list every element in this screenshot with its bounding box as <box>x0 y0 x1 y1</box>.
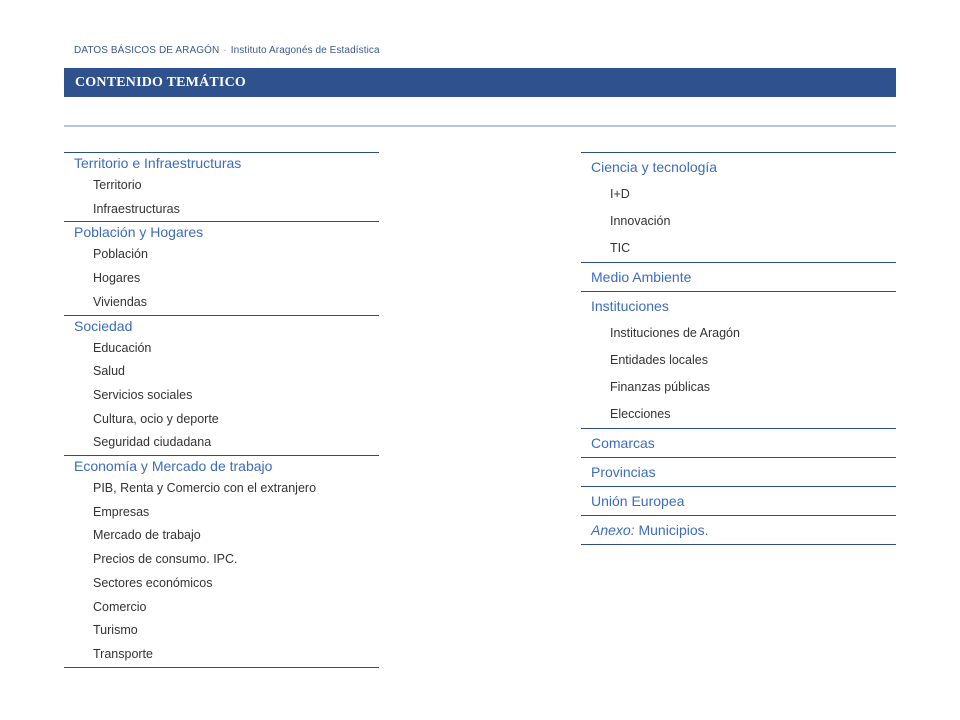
topic-link-finanzas-publicas[interactable]: Finanzas públicas <box>610 380 711 394</box>
topic-link-tic[interactable]: TIC <box>610 241 631 255</box>
institute-name: Instituto Aragonés de Estadística <box>230 45 380 56</box>
page-title: CONTENIDO TEMÁTICO <box>75 75 246 90</box>
topic-link-hogares[interactable]: Hogares <box>93 271 141 286</box>
section-link-sociedad[interactable]: Sociedad <box>74 317 133 334</box>
section-link-ciencia-tecnologia[interactable]: Ciencia y tecnología <box>591 159 718 175</box>
topic-link-i-mas-d[interactable]: I+D <box>610 187 630 201</box>
publication-title: DATOS BÁSICOS DE ARAGÓN <box>74 45 220 56</box>
topic-link-comercio[interactable]: Comercio <box>93 599 147 614</box>
topic-link-educacion[interactable]: Educación <box>93 340 152 355</box>
section-link-union-europea[interactable]: Unión Europea <box>591 493 685 509</box>
toc-section-territorio <box>64 152 379 221</box>
section-link-economia-mercado-trabajo[interactable]: Economía y Mercado de trabajo <box>74 458 273 475</box>
section-banner <box>64 68 896 97</box>
toc-section-anexo <box>581 515 896 545</box>
topic-link-salud[interactable]: Salud <box>93 364 125 379</box>
toc-left-column <box>64 152 379 668</box>
annex-text: Municipios. <box>638 522 709 538</box>
topic-link-entidades-locales[interactable]: Entidades locales <box>610 353 708 367</box>
topic-link-turismo[interactable]: Turismo <box>93 623 138 638</box>
topic-link-pib-renta-comercio[interactable]: PIB, Renta y Comercio con el extranjero <box>93 481 317 496</box>
topic-link-instituciones-aragon[interactable]: Instituciones de Aragón <box>610 326 740 340</box>
topic-link-transporte[interactable]: Transporte <box>93 646 153 661</box>
section-link-medio-ambiente[interactable]: Medio Ambiente <box>591 269 692 285</box>
topic-link-elecciones[interactable]: Elecciones <box>610 407 671 421</box>
section-link-poblacion-hogares[interactable]: Población y Hogares <box>74 224 204 241</box>
topic-link-sectores-economicos[interactable]: Sectores económicos <box>93 575 213 590</box>
toc-section-provincias <box>581 457 896 486</box>
topic-link-cultura-ocio-deporte[interactable]: Cultura, ocio y deporte <box>93 411 219 426</box>
topic-link-servicios-sociales[interactable]: Servicios sociales <box>93 387 193 402</box>
annex-label: Anexo: <box>591 522 635 538</box>
toc-section-medio-ambiente <box>581 262 896 291</box>
section-link-anexo-municipios[interactable] <box>581 516 896 544</box>
topic-link-poblacion[interactable]: Población <box>93 247 148 262</box>
toc-section-comarcas <box>581 428 896 457</box>
toc-section-economia <box>64 455 379 668</box>
section-link-comarcas[interactable]: Comarcas <box>591 435 655 451</box>
publication-header <box>74 45 380 56</box>
toc-section-instituciones <box>581 291 896 428</box>
toc-section-poblacion <box>64 221 379 314</box>
section-link-instituciones[interactable]: Instituciones <box>591 298 669 314</box>
section-link-provincias[interactable]: Provincias <box>591 464 656 480</box>
section-link-territorio-infraestructuras[interactable]: Territorio e Infraestructuras <box>74 155 242 171</box>
toc-section-union-europea <box>581 486 896 515</box>
topic-link-empresas[interactable]: Empresas <box>93 504 150 519</box>
toc-section-ciencia <box>581 152 896 262</box>
topic-link-infraestructuras[interactable]: Infraestructuras <box>93 201 180 216</box>
topic-link-seguridad-ciudadana[interactable]: Seguridad ciudadana <box>93 435 212 450</box>
topic-link-precios-consumo[interactable]: Precios de consumo. IPC. <box>93 552 238 567</box>
header-divider <box>64 125 896 127</box>
topic-link-viviendas[interactable]: Viviendas <box>93 294 147 309</box>
toc-section-sociedad <box>64 315 379 456</box>
topic-link-territorio[interactable]: Territorio <box>93 178 142 192</box>
toc-right-column <box>581 152 896 545</box>
topic-link-innovacion[interactable]: Innovación <box>610 214 671 228</box>
topic-link-mercado-trabajo[interactable]: Mercado de trabajo <box>93 528 201 543</box>
header-separator: · <box>223 45 227 56</box>
